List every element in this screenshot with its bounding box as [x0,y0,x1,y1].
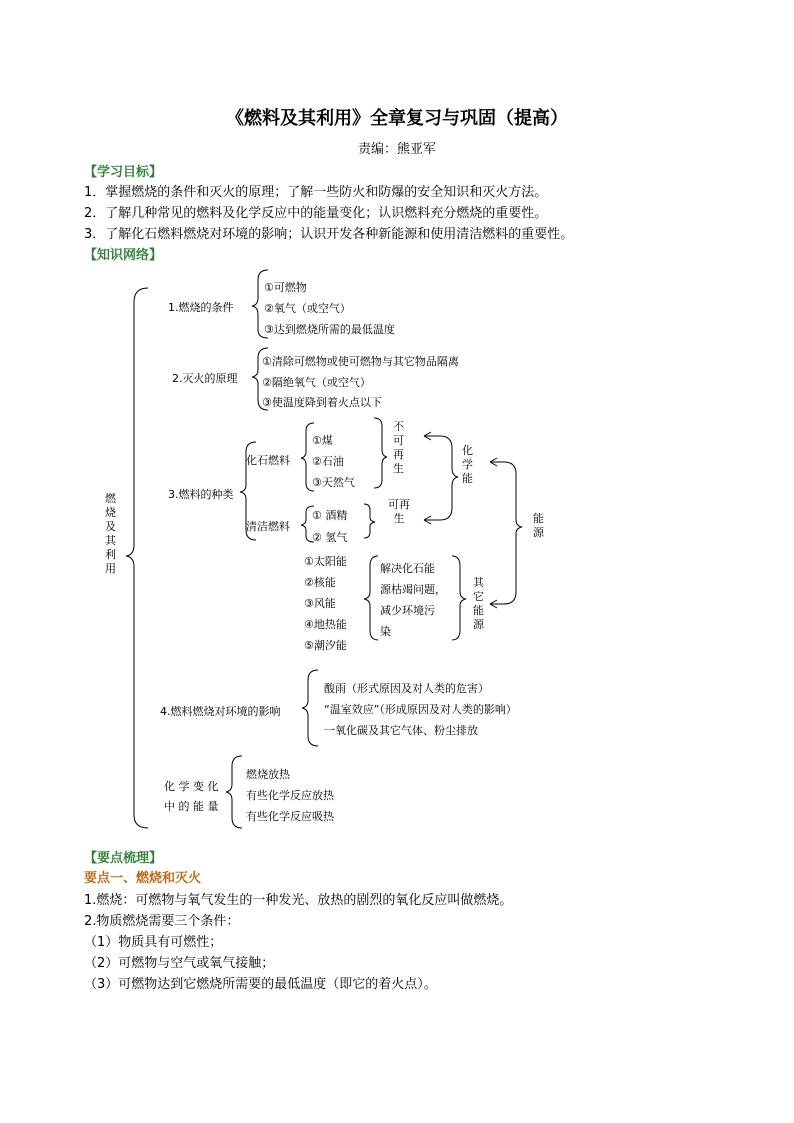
points-subheading: 要点一、燃烧和灭火 [84,871,202,886]
branch4-brace [302,670,318,746]
branch1-item: ②氧气（或空气） [264,302,351,315]
points-line: 2.物质燃烧需要三个条件： [84,914,240,929]
clean-label: 清洁燃料 [246,520,290,533]
branch2-item: ③使温度降到着火点以下 [262,396,382,409]
fossil-tag: 不可再生 [393,420,404,475]
goal-item: 1．掌握燃烧的条件和灭火的原理；了解一些防火和防爆的安全知识和灭火方法。 [84,185,548,200]
author-line: 责编：熊亚军 [357,142,436,157]
other-energy-label: 其它能源 [473,576,484,631]
clean-item: ② 氢气 [312,531,348,544]
other-energy-item: ②核能 [304,576,336,589]
other-left-brace [364,556,378,640]
branch5-item: 有些化学反应放热 [246,789,334,802]
branch2-item: ②隔绝氧气（或空气） [262,376,371,389]
chemical-energy-brace [424,436,458,520]
other-energy-note: 源枯竭问题， [380,583,446,596]
branch1-label: 1.燃烧的条件 [168,301,234,314]
other-energy-item: ⑤潮汐能 [304,639,347,652]
branch5-brace [226,756,242,828]
points-heading: 【要点梳理】 [84,851,163,866]
fossil-label: 化石燃料 [246,454,290,467]
fossil-tag-brace [374,418,387,488]
goals-heading: 【学习目标】 [84,165,163,180]
points-line: （3）可燃物达到它燃烧所需要的最低温度（即它的着火点）。 [84,977,437,992]
fossil-item: ③天然气 [312,476,355,489]
other-energy-item: ③风能 [304,597,336,610]
branch4-item: 一氧化碳及其它气体、粉尘排放 [324,724,478,737]
branch1-item: ③达到燃烧所需的最低温度 [264,323,395,336]
branch2-item: ①清除可燃物或使可燃物与其它物品隔离 [262,355,459,368]
clean-item: ① 酒精 [312,509,348,522]
other-energy-note: 解决化石能 [380,562,435,575]
goal-item: 3．了解化石燃料燃烧对环境的影响；认识开发各种新能源和使用清洁燃料的重要性。 [84,227,574,242]
branch5-label: 中 的 能 量 [164,800,219,813]
energy-label: 能源 [533,512,544,539]
branch4-label: 4.燃料燃烧对环境的影响 [160,705,281,718]
network-heading: 【知识网络】 [84,248,163,263]
points-line: 1.燃烧：可燃物与氧气发生的一种发光、放热的剧烈的氧化反应叫做燃烧。 [84,893,513,908]
other-energy-note: 减少环境污 [380,604,435,617]
branch2-label: 2.灭火的原理 [172,372,238,385]
fossil-item: ①煤 [312,434,333,447]
goal-item: 2．了解几种常见的燃料及化学反应中的能量变化；认识燃料充分燃烧的重要性。 [84,206,548,221]
points-line: （1）物质具有可燃性； [84,935,223,950]
other-energy-item: ④地热能 [304,618,347,631]
branch3-label: 3.燃料的种类 [168,488,234,501]
branch4-item: 酸雨（形式原因及对人类的危害） [324,682,489,695]
points-line: （2）可燃物与空气或氧气接触； [84,956,275,971]
network-root: 燃烧及其利用 [105,492,116,575]
other-energy-item: ①太阳能 [304,555,347,568]
fossil-item: ②石油 [312,455,344,468]
clean-tag: 可再生 [388,498,410,525]
other-right-brace [452,556,466,640]
chemical-energy-label: 化学能 [462,444,473,485]
branch5-label: 化 学 变 化 [164,780,219,793]
branch4-item: “温室效应”（形成原因及对人类的影响） [324,703,517,716]
other-energy-note: 染 [380,625,391,638]
page-title: 《燃料及其利用》全章复习与巩固（提高） [226,108,568,129]
clean-tag-brace [364,504,375,538]
energy-brace [490,462,522,604]
branch5-item: 燃烧放热 [246,768,290,781]
branch1-item: ①可燃物 [264,281,307,294]
branch5-item: 有些化学反应吸热 [246,810,334,823]
root-brace [126,288,148,828]
